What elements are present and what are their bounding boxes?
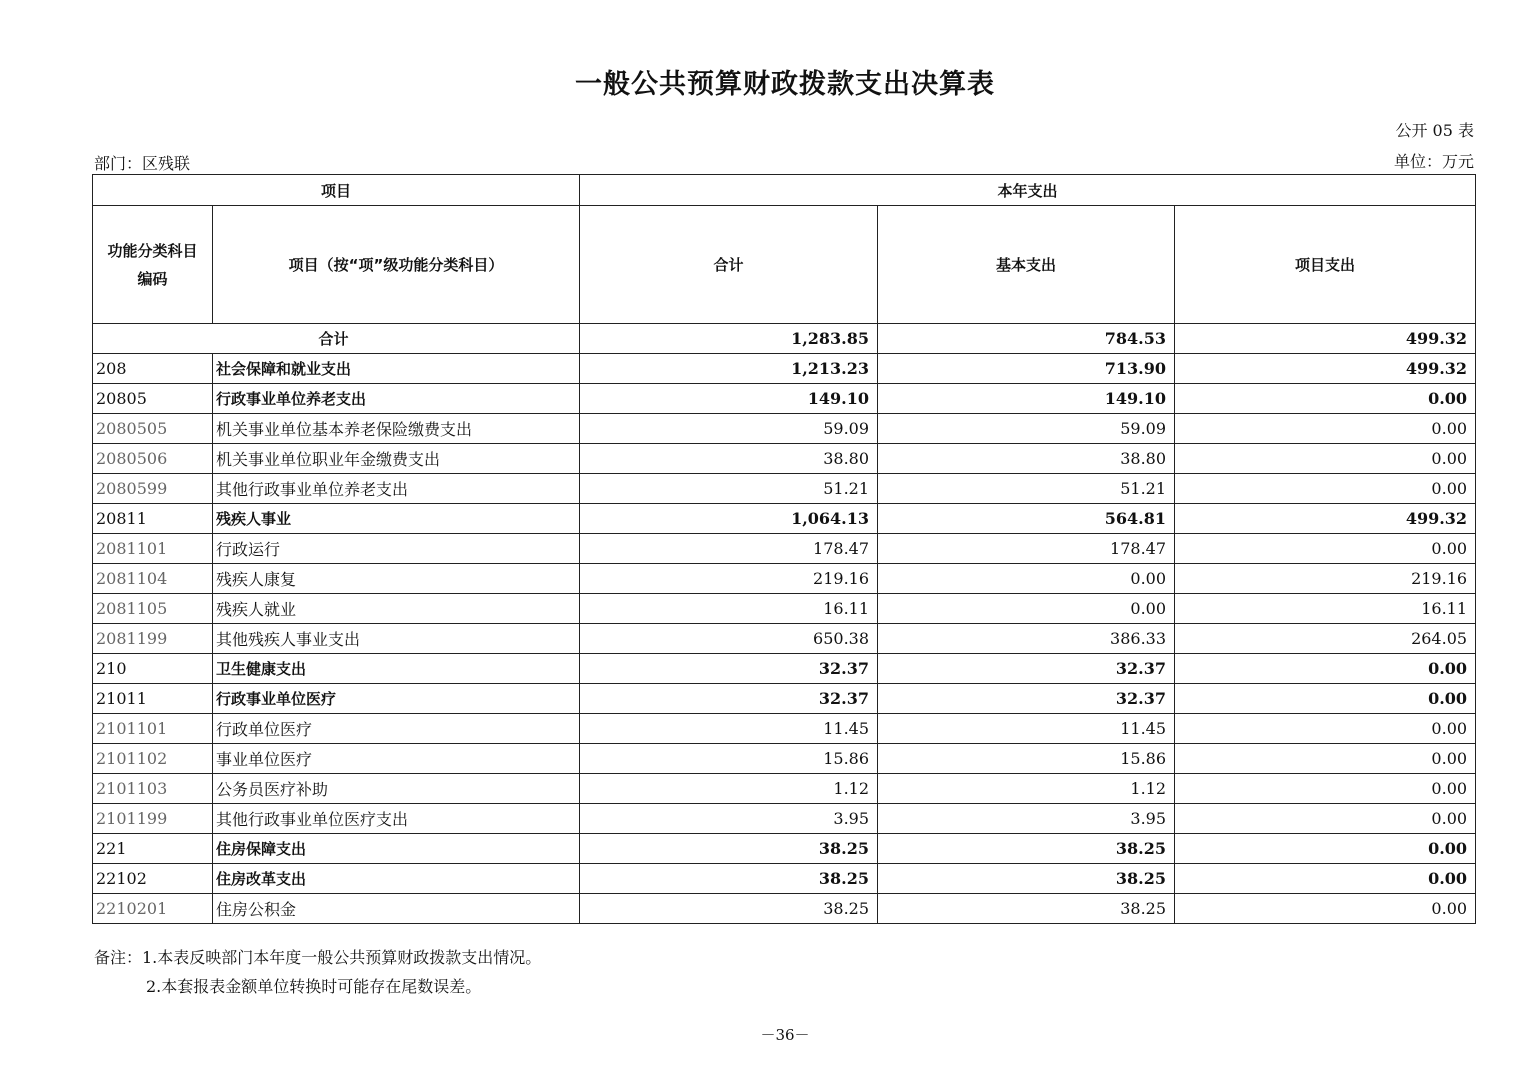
row-total: 1,213.23 <box>580 354 878 384</box>
table-row <box>93 414 1476 444</box>
total-project: 499.32 <box>1175 324 1476 354</box>
row-project: 499.32 <box>1175 504 1476 534</box>
table-row <box>93 594 1476 624</box>
row-basic: 38.80 <box>878 444 1175 474</box>
row-basic: 0.00 <box>878 594 1175 624</box>
row-code: 21011 <box>93 684 213 714</box>
row-basic: 51.21 <box>878 474 1175 504</box>
row-basic: 1.12 <box>878 774 1175 804</box>
row-name: 住房公积金 <box>213 894 580 924</box>
row-basic: 3.95 <box>878 804 1175 834</box>
row-total: 38.25 <box>580 834 878 864</box>
table-row <box>93 864 1476 894</box>
row-name: 行政运行 <box>213 534 580 564</box>
row-name: 其他行政事业单位医疗支出 <box>213 804 580 834</box>
table-row <box>93 504 1476 534</box>
row-project: 0.00 <box>1175 414 1476 444</box>
row-name: 公务员医疗补助 <box>213 774 580 804</box>
row-code: 2210201 <box>93 894 213 924</box>
header-current-year: 本年支出 <box>580 175 1476 206</box>
row-name: 残疾人事业 <box>213 504 580 534</box>
row-name: 住房改革支出 <box>213 864 580 894</box>
table-row <box>93 564 1476 594</box>
row-code: 2081199 <box>93 624 213 654</box>
table-row <box>93 684 1476 714</box>
row-total: 51.21 <box>580 474 878 504</box>
header-basic: 基本支出 <box>878 206 1175 324</box>
row-basic: 386.33 <box>878 624 1175 654</box>
row-project: 0.00 <box>1175 864 1476 894</box>
row-basic: 38.25 <box>878 864 1175 894</box>
row-basic: 38.25 <box>878 894 1175 924</box>
row-name: 其他行政事业单位养老支出 <box>213 474 580 504</box>
row-basic: 713.90 <box>878 354 1175 384</box>
row-total: 38.80 <box>580 444 878 474</box>
total-label: 合计 <box>93 324 580 354</box>
row-project: 0.00 <box>1175 744 1476 774</box>
note-line-2: 2.本套报表金额单位转换时可能存在尾数误差。 <box>146 977 482 996</box>
row-project: 0.00 <box>1175 654 1476 684</box>
row-name: 社会保障和就业支出 <box>213 354 580 384</box>
row-code: 2080599 <box>93 474 213 504</box>
row-code: 2101101 <box>93 714 213 744</box>
row-total: 15.86 <box>580 744 878 774</box>
row-total: 32.37 <box>580 654 878 684</box>
table-row <box>93 834 1476 864</box>
row-project: 0.00 <box>1175 834 1476 864</box>
row-project: 219.16 <box>1175 564 1476 594</box>
expenditure-table <box>92 174 1476 924</box>
row-code: 22102 <box>93 864 213 894</box>
row-project: 499.32 <box>1175 354 1476 384</box>
table-row <box>93 894 1476 924</box>
row-code: 20805 <box>93 384 213 414</box>
row-code: 2101102 <box>93 744 213 774</box>
table-row <box>93 354 1476 384</box>
row-code: 210 <box>93 654 213 684</box>
row-total: 178.47 <box>580 534 878 564</box>
row-basic: 564.81 <box>878 504 1175 534</box>
row-project: 0.00 <box>1175 714 1476 744</box>
row-code: 2080506 <box>93 444 213 474</box>
row-basic: 149.10 <box>878 384 1175 414</box>
header-code-line1: 功能分类科目 <box>107 241 198 260</box>
row-total: 59.09 <box>580 414 878 444</box>
header-code-line2: 编码 <box>137 269 168 288</box>
form-number: 公开 05 表 <box>1395 121 1474 140</box>
row-total: 219.16 <box>580 564 878 594</box>
row-project: 0.00 <box>1175 444 1476 474</box>
table-row <box>93 744 1476 774</box>
row-basic: 11.45 <box>878 714 1175 744</box>
table-row <box>93 474 1476 504</box>
total-row <box>93 324 1476 354</box>
note-line-1: 备注：1.本表反映部门本年度一般公共预算财政拨款支出情况。 <box>94 948 542 967</box>
row-name: 行政事业单位医疗 <box>213 684 580 714</box>
row-code: 2081105 <box>93 594 213 624</box>
row-basic: 38.25 <box>878 834 1175 864</box>
row-total: 3.95 <box>580 804 878 834</box>
row-code: 20811 <box>93 504 213 534</box>
page-title: 一般公共预算财政拨款支出决算表 <box>575 69 995 100</box>
row-code: 2101199 <box>93 804 213 834</box>
table-row <box>93 804 1476 834</box>
row-total: 11.45 <box>580 714 878 744</box>
row-basic: 0.00 <box>878 564 1175 594</box>
row-basic: 178.47 <box>878 534 1175 564</box>
table-row <box>93 714 1476 744</box>
table-row <box>93 534 1476 564</box>
table-row <box>93 384 1476 414</box>
row-basic: 59.09 <box>878 414 1175 444</box>
row-code: 221 <box>93 834 213 864</box>
row-basic: 32.37 <box>878 684 1175 714</box>
row-code: 2081101 <box>93 534 213 564</box>
table-row <box>93 774 1476 804</box>
table-row <box>93 654 1476 684</box>
row-project: 0.00 <box>1175 804 1476 834</box>
table-row <box>93 624 1476 654</box>
row-project: 16.11 <box>1175 594 1476 624</box>
header-name: 项目（按“项”级功能分类科目） <box>213 206 580 324</box>
header-code <box>93 206 213 324</box>
row-project: 0.00 <box>1175 534 1476 564</box>
row-code: 2080505 <box>93 414 213 444</box>
row-total: 38.25 <box>580 864 878 894</box>
header-total: 合计 <box>580 206 878 324</box>
row-name: 机关事业单位基本养老保险缴费支出 <box>213 414 580 444</box>
row-total: 38.25 <box>580 894 878 924</box>
page-number: －36－ <box>760 1026 810 1044</box>
row-name: 机关事业单位职业年金缴费支出 <box>213 444 580 474</box>
department-label: 部门：区残联 <box>94 154 191 173</box>
row-total: 32.37 <box>580 684 878 714</box>
row-total: 1.12 <box>580 774 878 804</box>
unit-label: 单位：万元 <box>1393 152 1474 171</box>
row-total: 149.10 <box>580 384 878 414</box>
row-name: 其他残疾人事业支出 <box>213 624 580 654</box>
row-total: 650.38 <box>580 624 878 654</box>
row-name: 残疾人康复 <box>213 564 580 594</box>
row-name: 住房保障支出 <box>213 834 580 864</box>
row-total: 1,064.13 <box>580 504 878 534</box>
row-project: 0.00 <box>1175 894 1476 924</box>
row-name: 卫生健康支出 <box>213 654 580 684</box>
row-project: 0.00 <box>1175 384 1476 414</box>
total-sum: 1,283.85 <box>580 324 878 354</box>
row-name: 事业单位医疗 <box>213 744 580 774</box>
header-project: 项目支出 <box>1175 206 1476 324</box>
row-basic: 15.86 <box>878 744 1175 774</box>
row-name: 行政单位医疗 <box>213 714 580 744</box>
row-project: 0.00 <box>1175 684 1476 714</box>
row-project: 0.00 <box>1175 474 1476 504</box>
row-project: 264.05 <box>1175 624 1476 654</box>
row-code: 2101103 <box>93 774 213 804</box>
row-project: 0.00 <box>1175 774 1476 804</box>
row-name: 残疾人就业 <box>213 594 580 624</box>
header-item: 项目 <box>93 175 580 206</box>
table-row <box>93 444 1476 474</box>
row-basic: 32.37 <box>878 654 1175 684</box>
total-basic: 784.53 <box>878 324 1175 354</box>
row-code: 208 <box>93 354 213 384</box>
row-total: 16.11 <box>580 594 878 624</box>
row-name: 行政事业单位养老支出 <box>213 384 580 414</box>
row-code: 2081104 <box>93 564 213 594</box>
